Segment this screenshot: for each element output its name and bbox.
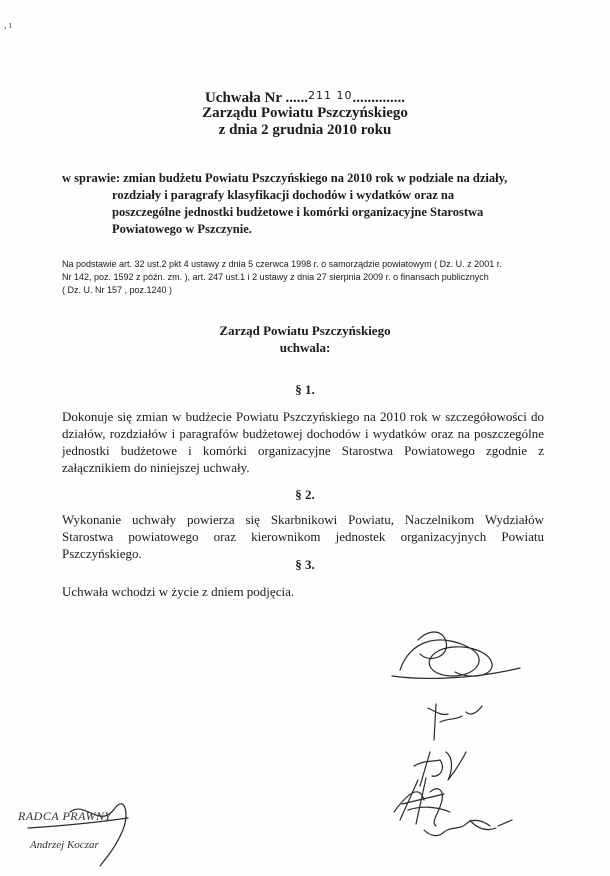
handwritten-resolution-number: 211 10 (308, 89, 353, 102)
corner-mark: ı (9, 20, 12, 31)
title-prefix: Uchwała Nr ...... (204, 90, 309, 106)
stamp-name: Andrzej Koczar (30, 839, 99, 851)
section-text: Wykonanie uchwały powierza się Skarbnikowi Powiatu, Naczelnikom Wydziałów Starostwa powiatowego oraz kierownikom jednostek organizacyjnych Powiatu Pszczyńskiego. (62, 512, 544, 561)
legal-basis-line: Na podstawie art. 32 ust.2 pkt 4 ustawy z dnia 5 czerwca 1998 r. o samorządzie powiatowym ( Dz. U. z 2001 r. (62, 259, 502, 269)
legal-basis-line: Nr 142, poz. 1592 z późn. zm. ), art. 247 ust.1 i 2 ustawy z dnia 27 sierpnia 2009 r. o finansach publicznych (62, 272, 489, 282)
subject-line: Powiatowego w Pszczynie. (112, 222, 252, 236)
stamp-title: RADCA PRAWNY (18, 809, 112, 823)
section-text: Dokonuje się zmian w budżecie Powiatu Pszczyńskiego na 2010 rok w szczegółowości do działów, rozdziałów i paragrafów budżetowej dochodów i wydatków oraz na poszczególne jednostki budżetowe i komórki organizacyjne Starostwa Powiatowego zgodnie z załącznikiem do niniejszej uchwały. (62, 409, 544, 475)
subject-line: zmian budżetu Powiatu Pszczyńskiego na 2010 rok w podziale na działy, (123, 171, 508, 185)
section-heading: § 1. (295, 382, 315, 397)
resolves-issuer: Zarząd Powiatu Pszczyńskiego (219, 323, 391, 338)
section-text: Uchwała wchodzi w życie z dniem podjęcia. (62, 584, 295, 599)
issuer-line: Zarządu Powiatu Pszczyńskiego (202, 105, 408, 121)
legal-basis-line: ( Dz. U. Nr 157 , poz.1240 ) (62, 285, 173, 295)
title-suffix: .............. (352, 90, 406, 106)
subject-line: poszczególne jednostki budżetowe i komórki organizacyjne Starostwa (112, 205, 484, 219)
date-line: z dnia 2 grudnia 2010 roku (218, 122, 392, 138)
subject-lead: w sprawie: (62, 171, 120, 185)
subject-line: rozdziały i paragrafy klasyfikacji dochodów i wydatków oraz na (112, 188, 455, 202)
legal-advisor-stamp (12, 805, 132, 865)
resolves-verb: uchwala: (279, 340, 331, 355)
corner-mark: , (4, 20, 7, 31)
section-heading: § 2. (295, 487, 315, 502)
section-heading: § 3. (295, 557, 315, 572)
